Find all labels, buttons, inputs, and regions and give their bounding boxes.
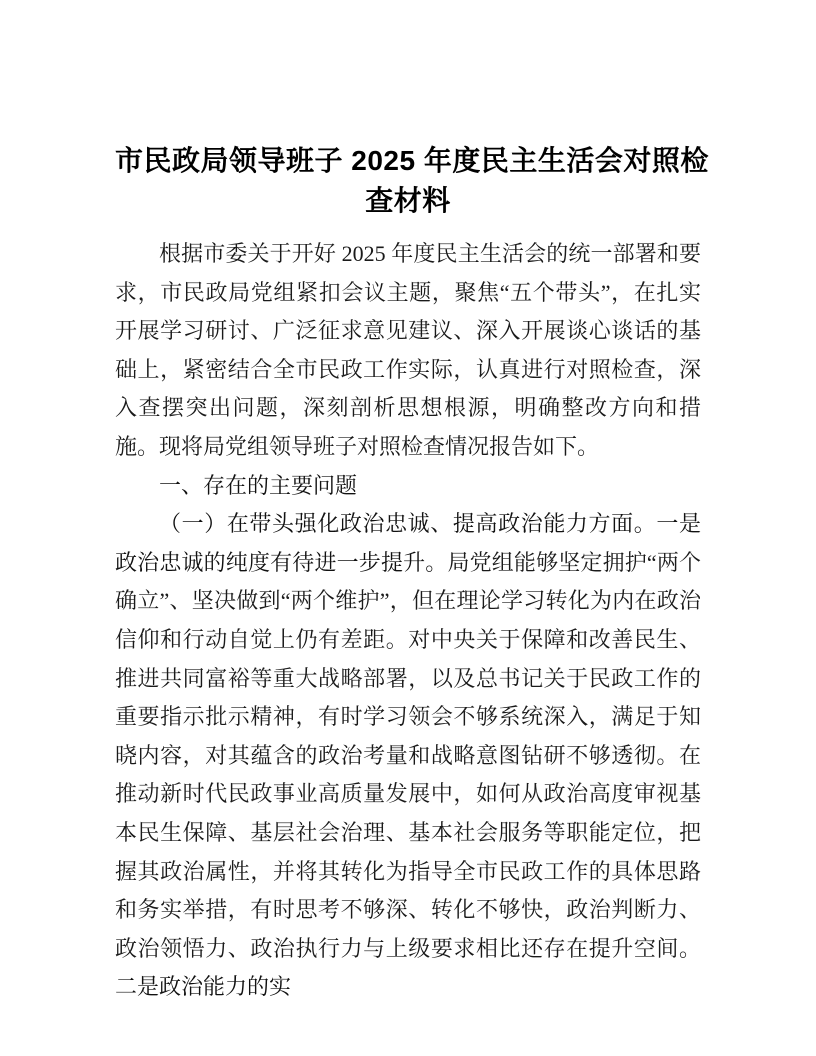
document-title-line-1: 市民政局领导班子 2025 年度民主生活会对照检 — [115, 145, 709, 176]
section-1-heading: 一、存在的主要问题 — [159, 472, 358, 498]
document-title — [115, 141, 709, 221]
point-one-emphasis: 一是政治忠诚的纯度有待进一步提升。 — [115, 511, 701, 575]
document-content — [115, 0, 709, 1007]
document-body — [115, 235, 701, 1007]
point-two-emphasis: 二是政治能力的实 — [115, 974, 292, 1000]
point-one-body: 局党组能够坚定拥护“两个确立”、坚决做到“两个维护”，但在理论学习转化为内在政治信仰和行动自觉上仍有差距。对中央关于保障和改善民生、推进共同富裕等重大战略部署，以及总书记关于民政工作的重要指示批示精神，有时学习领会不够系统深入，满足于知晓内容，对其蕴含的政治考量和战略意图钻研不够透彻。在推动新时代民政事业高质量发展中，如何从政治高度审视基本民生保障、基层社会治理、基本社会服务等职能定位，把握其政治属性，并将其转化为指导全市民政工作的具体思路和务实举措，有时思考不够深、转化不够快，政治判断力、政治领悟力、政治执行力与上级要求相比还存在提升空间。 — [115, 549, 701, 961]
document-title-line-2: 查材料 — [365, 185, 451, 216]
section-1-1-paragraph — [115, 505, 701, 1007]
subsection-1-1-title: （一）在带头强化政治忠诚、提高政治能力方面。 — [159, 511, 657, 537]
intro-paragraph: 根据市委关于开好 2025 年度民主生活会的统一部署和要求，市民政局党组紧扣会议主题，聚焦“五个带头”，在扎实开展学习研讨、广泛征求意见建议、深入开展谈心谈话的基础上，紧密结合全市民政工作实际，认真进行对照检查，深入查摆突出问题，深刻剖析思想根源，明确整改方向和措施。现将局党组领导班子对照检查情况报告如下。 — [115, 241, 701, 459]
